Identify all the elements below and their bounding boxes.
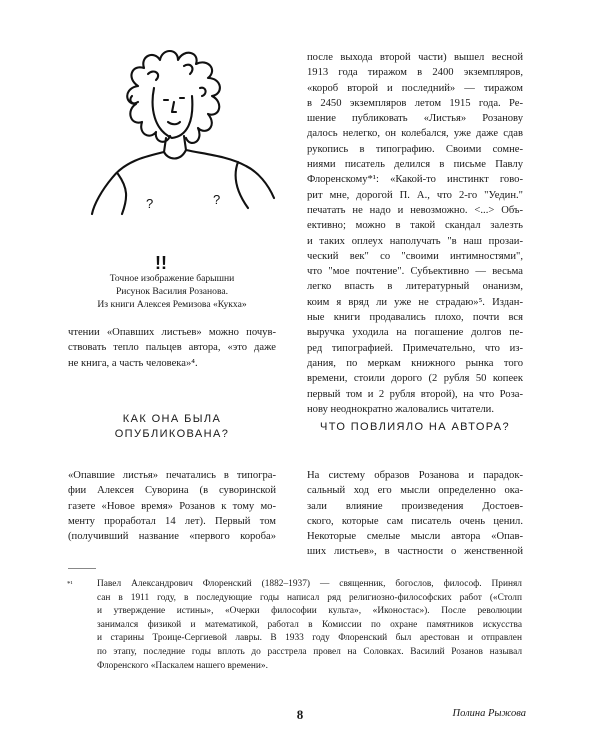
drawing-question-left: ? (146, 196, 154, 211)
text-line: ективно; можно в такой скандал залезть (307, 220, 523, 232)
figure-caption (68, 272, 276, 311)
text-line: (получивший название «первого короба» (68, 531, 276, 543)
running-footer-author: Полина Рыжова (452, 708, 526, 719)
text-line: ред типографией. Примечательно, что из- (307, 342, 523, 354)
text-line: зали влияние произведения Достоев- (307, 500, 523, 512)
text-line: «Опавшие листья» печатались в типогра- (68, 470, 276, 481)
text-line: Флоренскому*¹: «Какой-то инстинкт гово- (307, 174, 523, 186)
text-line: рукопись в типографию. Своими сомне- (307, 143, 523, 155)
text-line: чтении «Опавших листьев» можно почув- (68, 327, 276, 338)
footnote-line: Павел Александрович Флоренский (1882–1937) — священник, богослов, философ. Принял (97, 579, 522, 589)
right-column-bottom-text (307, 468, 523, 560)
footnote-line: Флоренского «Паскалем нашего времени». (97, 660, 268, 671)
text-line: после выхода второй части) вышел весной (307, 52, 523, 63)
illustration-drawing (88, 38, 278, 270)
caption-line: Точное изображение барышни (109, 273, 235, 284)
text-line: ского, которые сам писатель очень ценил. (307, 515, 523, 527)
text-line: менту проработал 14 лет). Первый том (68, 515, 276, 527)
text-line: «короб второй и последний» — тиражом (307, 82, 523, 94)
nose (172, 102, 176, 112)
hair-curls (127, 51, 220, 143)
footnote-line: по этапу, последние годы вплоть до расстрела провел на Соловках. Василий Розанов называл (97, 646, 522, 657)
text-line: 1913 года тиражом в 2400 экземпляров, (307, 67, 523, 79)
footnote (67, 578, 522, 673)
drawing-question-right: ? (213, 192, 221, 207)
text-line: сальный ход его мысли определенно ока- (307, 485, 523, 497)
footnote-line: занимался физикой и математикой, работал в Комиссии по охране памятников искусства (97, 619, 522, 630)
text-line: ших листьев», в частности о женственной (307, 546, 523, 558)
text-line: нову неоднократно жаловались читатели. (307, 403, 494, 415)
left-column-top-text (68, 325, 276, 371)
text-line: ческий век" со "своими интимностями", (307, 250, 523, 262)
text-line: фии Алексея Суворина (в суворинской (68, 485, 276, 497)
section-heading-publication (68, 412, 276, 442)
text-line: газете «Новое время» Розанов к тому мо- (68, 500, 276, 512)
footnote-marker: *¹ (67, 580, 73, 588)
caption-line: Из книги Алексея Ремизова «Кукха» (97, 299, 247, 310)
left-column-bottom-text (68, 468, 276, 544)
heading-line: ЧТО ПОВЛИЯЛО НА АВТОРА? (319, 421, 511, 433)
heading-line: ОПУБЛИКОВАНА? (114, 428, 230, 440)
text-line: Некоторые смелые мысли автора «Опав- (307, 531, 523, 543)
text-line: ниями писатель делился в письме Павлу (307, 159, 523, 171)
text-line: дания, по меркам книжного рынка того (307, 357, 523, 369)
footnote-line: и утверждение истины», «Очерки философии культа», «Иконостас»). После революции (97, 606, 522, 617)
dress-outline (92, 150, 274, 214)
text-line: выручка уходила на погашение долгов пе- (307, 327, 523, 339)
mouth (168, 122, 180, 124)
footnote-line: сан в 1911 году, в последующие годы написал ряд религиозно-философских работ («Столп (97, 592, 522, 603)
right-column-top-text (307, 50, 523, 417)
text-line: далось нелегко, он колебался, уже даже сдав (307, 128, 523, 140)
text-line: и таких оплеух наполучать "в наш прозаи- (307, 235, 523, 247)
text-line: что "мое почтение". Субъективно — весьма (307, 266, 523, 278)
text-line: ствовать тепло пальцев автора, «это даже (68, 342, 276, 354)
text-line: времени, стоили дорого (2 рубля 50 копеек (307, 373, 523, 385)
text-line: в 2450 экземпляров летом 1915 года. Ре- (307, 97, 523, 109)
text-line: ные книги продавались плохо, почти вся (307, 312, 523, 324)
text-line: легко впасть в литературный онанизм, (307, 281, 523, 293)
text-line: шение публиковать «Листья» Розанову (307, 113, 523, 125)
caption-line: Рисунок Василия Розанова. (115, 286, 229, 297)
text-line: не книга, а часть человека»⁴. (68, 357, 198, 369)
text-line: На систему образов Розанова и парадок- (307, 470, 523, 481)
footnote-divider (68, 568, 96, 569)
text-line: рит мне, дорогой П. А., что 2-го "Уедин." (307, 189, 523, 201)
heading-line: КАК ОНА БЫЛА (122, 413, 222, 425)
section-heading-influence (307, 420, 523, 435)
page-number: 8 (296, 707, 304, 722)
text-line: печатать не надо и невозможно. <...> Объ- (307, 204, 523, 216)
text-line: коим я вряд ли уже не страдаю»⁵. Издан- (307, 296, 523, 308)
footnote-line: и старины Троице-Сергиевой лавры. В 1933 году Флоренский был арестован и отправлен (97, 633, 522, 644)
eyes (164, 98, 184, 100)
drawing-exclamation-marks: !! (155, 253, 167, 270)
text-line: первый том и 2 рубля второй), на что Роза- (307, 388, 523, 400)
